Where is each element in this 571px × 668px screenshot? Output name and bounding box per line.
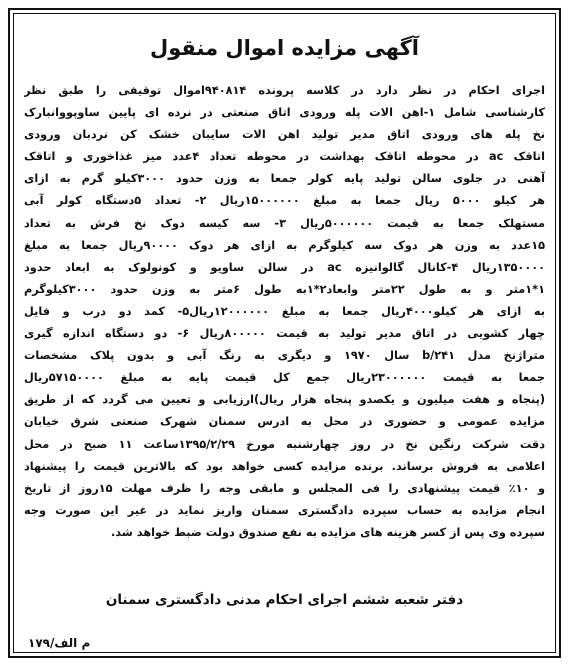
notice-line: اعلامی به فروش برساند. برنده مزایده کسی خواهد بود که بالاترین قیمت را پیشنهاد <box>24 459 545 473</box>
notice-line: هر کیلو ۵۰۰۰ ریال جمعا به مبلغ ۱۵۰۰۰۰۰۰ریال ۲- تعداد ۵دستگاه کولر آبی <box>24 194 545 208</box>
notice-line: مستهلک جمعا به قیمت ۵۰۰۰۰۰۰ریال ۳- سه کیسه دوک نخ فرش به تعداد <box>24 216 545 230</box>
notice-reference-code: م الف/۱۷۹ <box>28 636 91 650</box>
notice-line: آهنی در جلوی سالن تولید پایه کولر جمعا به وزن حدود ۳۰۰۰کیلو گرم به ازای <box>24 172 545 186</box>
notice-footer-issuer: دفتر شعبه ششم اجرای احکام مدنی دادگستری سمنان <box>105 592 464 608</box>
notice-line: جمعا به قیمت ۲۳۰۰۰۰۰۰ریال جمع کل قیمت پایه به مبلغ ۵۷۱۵۰۰۰۰ریال <box>24 371 545 385</box>
notice-line: سپرده وی پس از کسر هزینه های مزایده به نفع صندوق دولت ضبط خواهد شد. <box>110 525 545 539</box>
notice-line: اجرای احکام در نظر دارد در کلاسه پرونده ۹۴۰۸۱۴اموال توقیفی را طبق نظر <box>24 84 545 97</box>
notice-line: چهار کشویی در اتاق مدیر تولید به قیمت ۸۰۰۰۰۰ریال ۶- دو دستگاه اندازه گیری <box>24 327 545 341</box>
notice-line: ۱*۱متر و به طول ۲۲متر وابعاد۲*۱به طول ۶متر به وزن حدود ۳۰۰۰کیلوگرم <box>24 282 545 296</box>
notice-line: ۱۳۵۰۰۰۰ریال ۴-کانال گالوانیزه ac در سالن ساویو و کونولوک به ابعاد حدود <box>24 260 545 274</box>
notice-line: و ۱۰٪ قیمت پیشنهادی را فی المجلس و مابقی وجه را ظرف مهلت ۱۵روز از تاریخ <box>24 481 545 495</box>
notice-line: متراژنخ مدل b/۲۴۱ سال ۱۹۷۰ و دیگری به رنگ آبی و بدون پلاک مشخصات <box>24 349 545 363</box>
notice-body <box>24 80 545 544</box>
notice-line: ۱۵عدد به وزن هر دوک سه کیلوگرم به ازای هر دوک ۹۰۰۰۰ریال جمعا به مبلغ <box>24 238 545 252</box>
notice-title: آگهی مزایده اموال منقول <box>150 36 419 60</box>
notice-frame <box>8 8 561 658</box>
notice-line: کارشناسی شامل ۱-اهن الات پله ورودی اتاق صنعتی در نرده ای پایین ساوپووانبارک <box>24 106 545 120</box>
notice-line: به ازای هر کیلو۴۰۰۰ریال جمعا به مبلغ ۱۲۰۰۰۰۰۰ریال۵- کمد دو درب و فایل <box>24 304 545 318</box>
notice-line: (پنجاه و هفت میلیون و یکصدو پنجاه هزار ریال)ارزیابی و تعیین می گردد که از طریق <box>24 393 545 407</box>
notice-line: انجام مزایده به حساب سپرده دادگستری سمنان واریز نماید در غیر این صورت وجه <box>24 503 545 517</box>
notice-line: اتاقک ac در محوطه اتاقک بهداشت در محوطه تعداد ۴عدد میز غذاخوری و اتاقک <box>24 150 545 164</box>
notice-line: مزایده عمومی و حضوری در محل به ادرس سمنان شهرک صنعتی شرق خیابان <box>24 415 545 429</box>
notice-line: دقت شرکت رنگین نخ در روز چهارشنبه مورخ ۱۳۹۵/۲/۲۹ساعت ۱۱ صبح در محل <box>24 437 545 451</box>
notice-line: نخ پله های ورودی اتاق مدیر تولید اهن الات سایبان خشک کن نردبان ورودی <box>24 128 545 142</box>
